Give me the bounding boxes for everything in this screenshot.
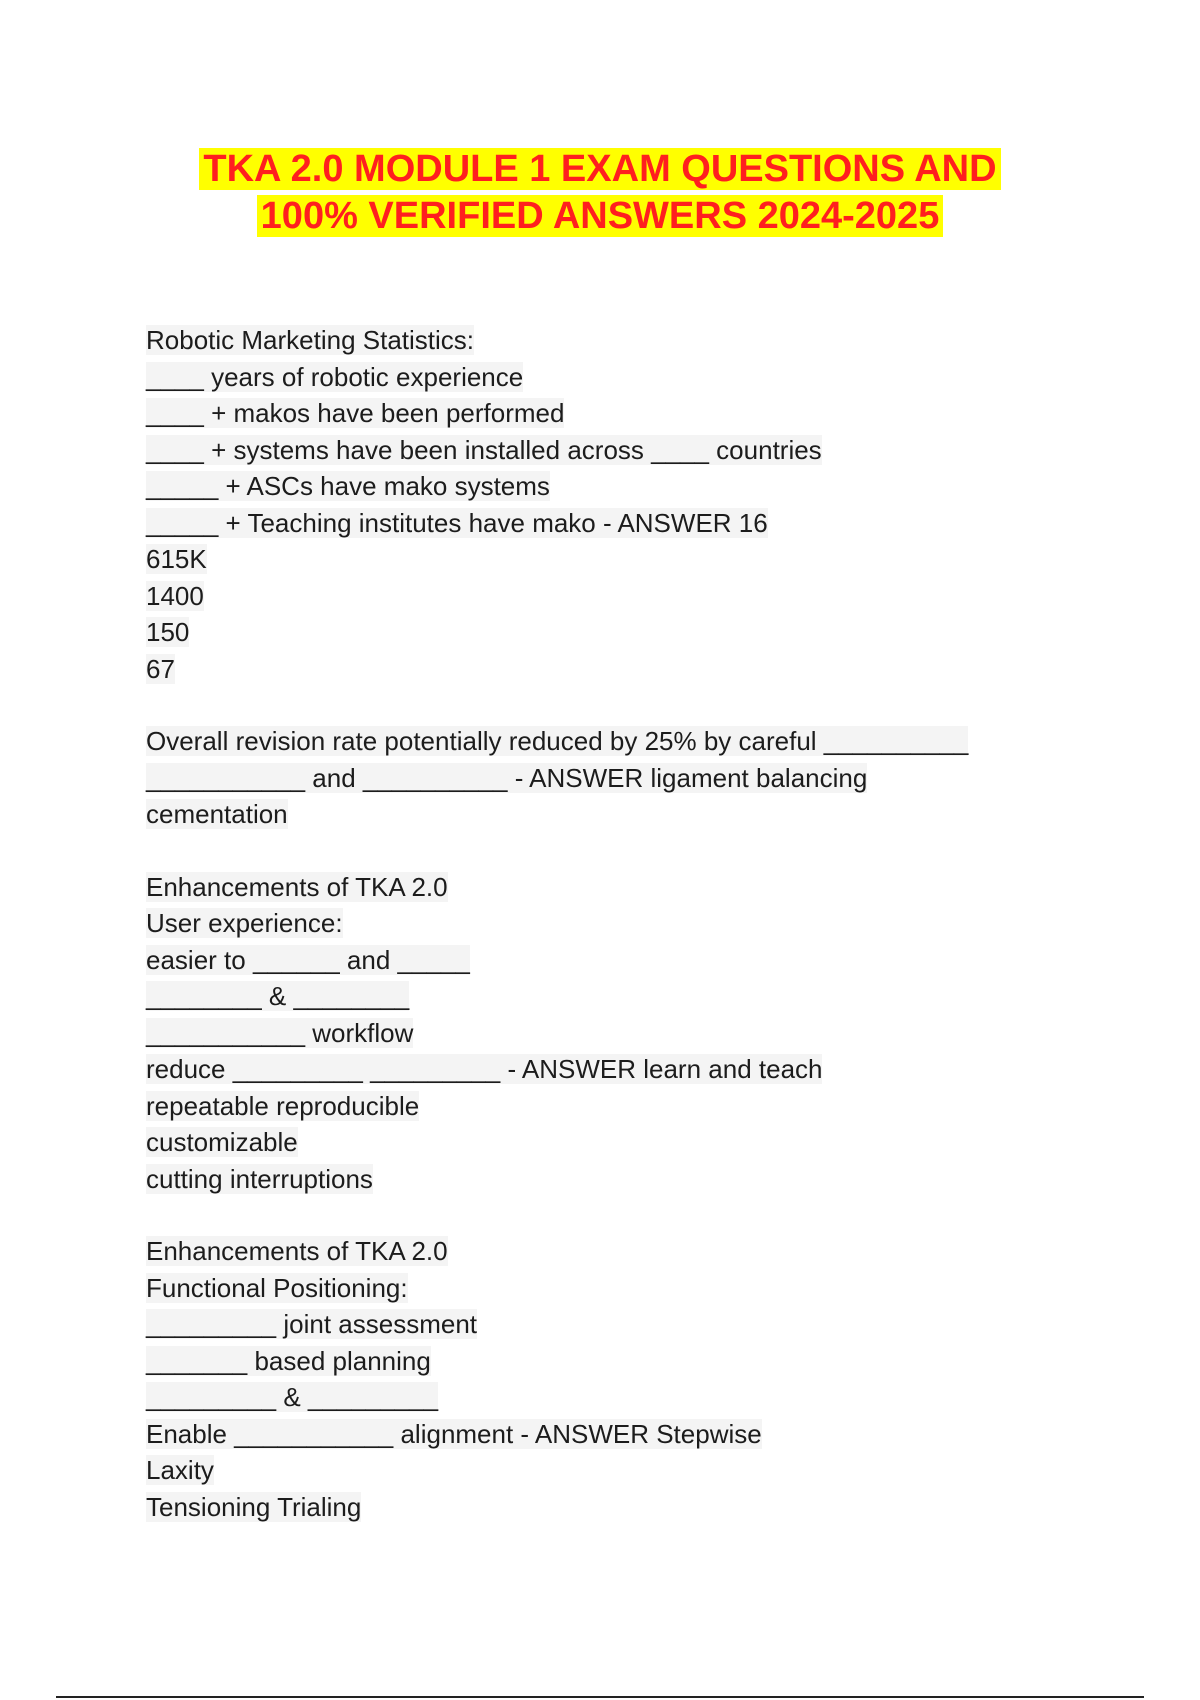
question-line: _________ & _________ [146,1382,439,1412]
answer-line: repeatable reproducible [146,1090,420,1121]
question-line: ___________ and __________ - ANSWER ligament balancing [146,762,868,793]
question-line: Overall revision rate potentially reduced by 25% by careful __________ [146,726,969,756]
question-line: easier to ______ and _____ [146,944,470,975]
title-line-1: TKA 2.0 MODULE 1 EXAM QUESTIONS AND [199,148,1000,190]
answer-line: 67 [146,653,175,684]
footer-divider [56,1696,1144,1698]
question-line: _____ + ASCs have mako systems [146,471,550,501]
question-block-revision-rate [146,723,1066,833]
answer-line: cutting interruptions [146,1163,373,1194]
question-line: ___________ workflow [146,1017,414,1048]
answer-line: Laxity [146,1455,214,1485]
answer-line: 1400 [146,580,204,611]
question-line: User experience: [146,908,343,938]
question-block-user-experience [146,869,1066,1198]
answer-line: 150 [146,617,190,647]
question-line: Functional Positioning: [146,1272,408,1303]
question-line: ____ + makos have been performed [146,398,565,428]
answer-line: Tensioning Trialing [146,1491,362,1522]
title-line-2: 100% VERIFIED ANSWERS 2024-2025 [257,195,944,237]
question-line: ________ & ________ [146,981,410,1011]
answer-line: customizable [146,1127,298,1157]
question-block-marketing-statistics [146,322,1066,687]
answer-line: 615K [146,544,207,574]
question-block-functional-positioning [146,1233,1066,1525]
question-line: Robotic Marketing Statistics: [146,325,475,355]
question-line: Enhancements of TKA 2.0 [146,871,448,902]
question-line: _________ joint assessment [146,1309,478,1339]
question-line: Enhancements of TKA 2.0 [146,1236,448,1266]
question-line: _____ + Teaching institutes have mako - ANSWER 16 [146,507,768,538]
document-body [146,322,1066,1525]
document-title [0,146,1200,240]
question-line: ____ years of robotic experience [146,361,524,392]
question-line: Enable ___________ alignment - ANSWER Stepwise [146,1418,762,1449]
question-line: _______ based planning [146,1345,431,1376]
question-line: ____ + systems have been installed across ____ countries [146,434,822,465]
answer-line: cementation [146,799,288,829]
question-line: reduce _________ _________ - ANSWER learn and teach [146,1054,823,1084]
